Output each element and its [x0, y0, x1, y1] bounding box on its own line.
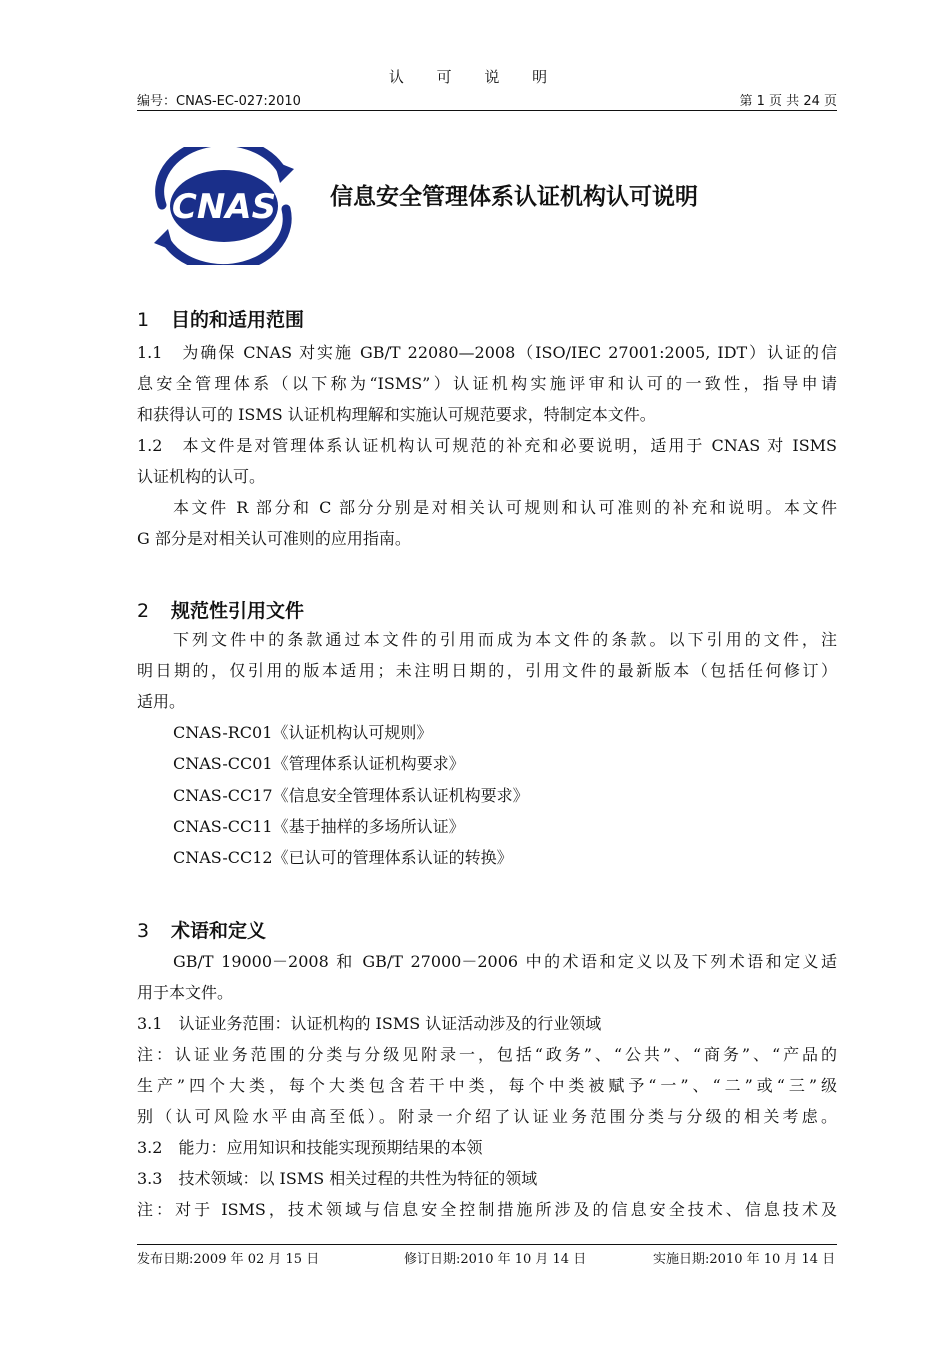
reference-item: CNAS-RC01《认证机构认可规则》	[173, 723, 433, 742]
header-title: 认 可 说 明	[388, 68, 562, 86]
section-number: 3	[137, 920, 150, 942]
revise-date: 修订日期:2010 年 10 月 14 日	[404, 1252, 587, 1267]
paragraph-line: GB/T 19000－2008 和 GB/T 27000－2006 中的术语和定义以及下列术语和定义适	[173, 952, 837, 971]
publish-date: 发布日期:2009 年 02 月 15 日	[137, 1252, 320, 1267]
logo-text: CNAS	[171, 187, 277, 227]
paragraph-line: 认证机构的认可。	[137, 467, 266, 486]
note-line: 注：认证业务范围的分类与分级见附录一，包括“政务”、“公共”、“商务”、“产品的	[137, 1045, 837, 1064]
header-row	[137, 90, 837, 110]
paragraph-line: 明日期的，仅引用的版本适用；未注明日期的，引用文件的最新版本（包括任何修订）	[137, 661, 837, 680]
paragraph-line: 3.2 能力：应用知识和技能实现预期结果的本领	[137, 1138, 483, 1157]
reference-item: CNAS-CC17《信息安全管理体系认证机构要求》	[173, 786, 529, 805]
reference-item: CNAS-CC12《已认可的管理体系认证的转换》	[173, 848, 513, 867]
section-number: 2	[137, 600, 150, 622]
footer-rule	[137, 1244, 837, 1245]
paragraph-line: 3.1 认证业务范围：认证机构的 ISMS 认证活动涉及的行业领域	[137, 1014, 602, 1033]
paragraph-line: G 部分是对相关认可准则的应用指南。	[137, 529, 411, 548]
page-info: 第 1 页 共 24 页	[739, 94, 837, 109]
paragraph-line: 下列文件中的条款通过本文件的引用而成为本文件的条款。以下引用的文件，注	[173, 630, 837, 649]
reference-item: CNAS-CC01《管理体系认证机构要求》	[173, 754, 465, 773]
paragraph-line: 3.3 技术领域：以 ISMS 相关过程的共性为特征的领域	[137, 1169, 538, 1188]
note-line: 别（认可风险水平由高至低）。附录一介绍了认证业务范围分类与分级的相关考虑。	[137, 1107, 837, 1126]
cnas-logo-icon	[148, 147, 300, 265]
cnas-logo	[148, 147, 300, 265]
section-title: 规范性引用文件	[171, 600, 305, 622]
section-2-heading	[137, 596, 304, 623]
section-1-heading	[137, 305, 304, 332]
effective-date: 实施日期:2010 年 10 月 14 日	[653, 1252, 836, 1267]
paragraph-line: 1.2 本文件是对管理体系认证机构认可规范的补充和必要说明，适用于 CNAS 对 ISMS	[137, 436, 837, 455]
paragraph-line: 息安全管理体系（以下称为“ISMS”）认证机构实施评审和认可的一致性，指导申请	[137, 374, 837, 393]
paragraph-line: 用于本文件。	[137, 983, 234, 1002]
section-3-heading	[137, 916, 266, 943]
note-line: 生产”四个大类，每个大类包含若干中类，每个中类被赋予“一”、“二”或“三”级	[137, 1076, 837, 1095]
section-title: 术语和定义	[171, 920, 267, 942]
document-title: 信息安全管理体系认证机构认可说明	[330, 184, 698, 210]
note-line: 注：对于 ISMS，技术领域与信息安全控制措施所涉及的信息安全技术、信息技术及	[137, 1200, 837, 1219]
paragraph-line: 和获得认可的 ISMS 认证机构理解和实施认可规范要求，特制定本文件。	[137, 405, 656, 424]
paragraph-line: 本文件 R 部分和 C 部分分别是对相关认可规则和认可准则的补充和说明。本文件	[173, 498, 837, 517]
section-number: 1	[137, 309, 150, 331]
header-rule	[137, 110, 837, 111]
section-title: 目的和适用范围	[171, 309, 305, 331]
doc-number: 编号：CNAS-EC-027:2010	[137, 94, 301, 109]
paragraph-line: 适用。	[137, 692, 186, 711]
reference-item: CNAS-CC11《基于抽样的多场所认证》	[173, 817, 465, 836]
paragraph-line: 1.1 为确保 CNAS 对实施 GB/T 22080—2008（ISO/IEC 27001:2005, IDT）认证的信	[137, 343, 837, 362]
